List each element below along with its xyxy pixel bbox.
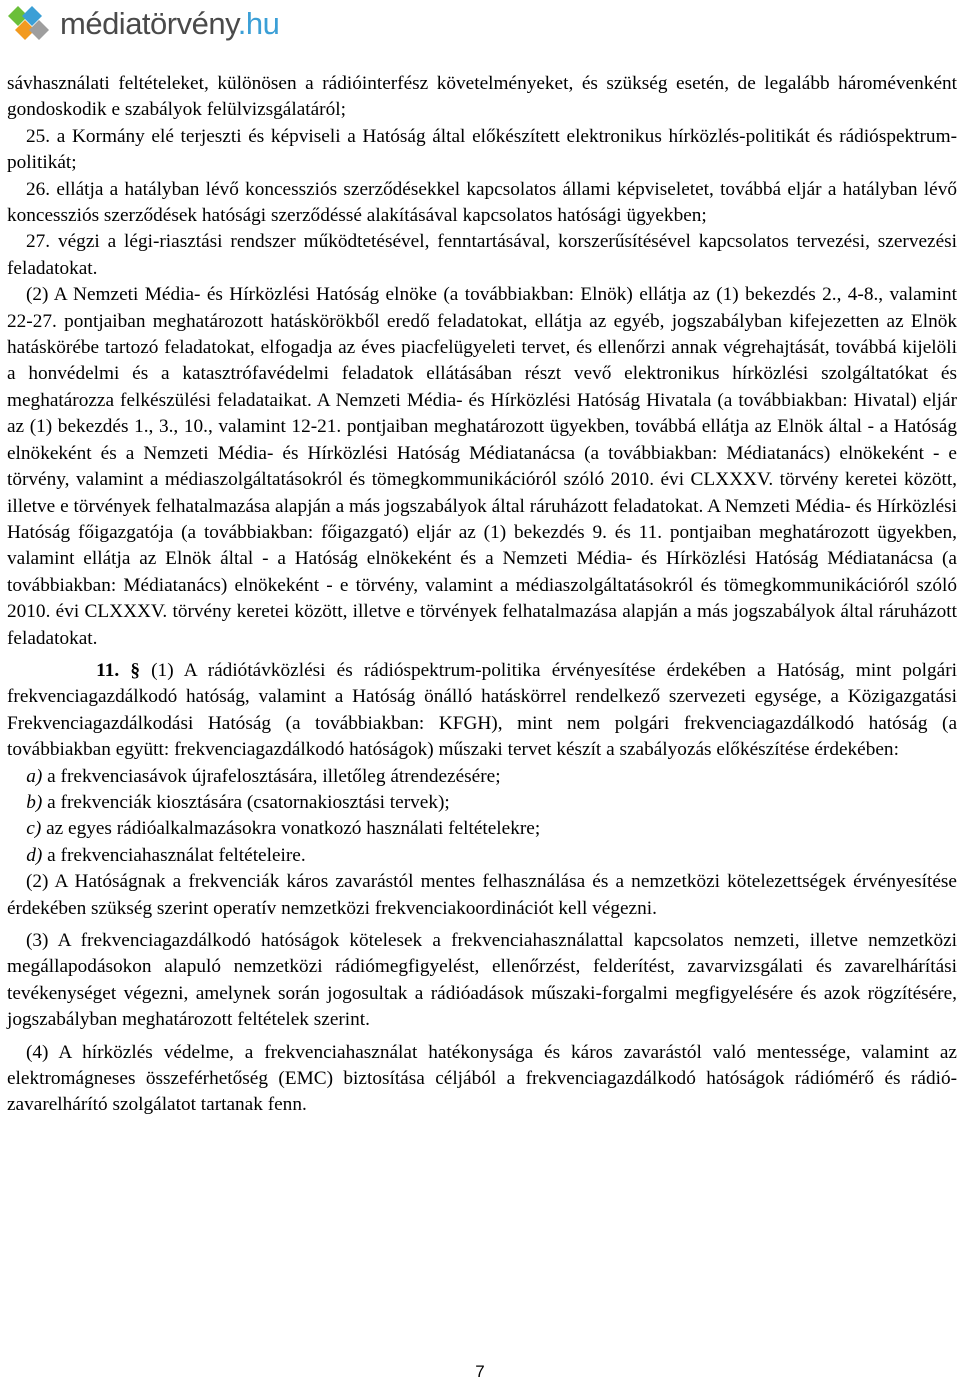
document-body (7, 71, 957, 1119)
paragraph: sávhasználati feltételeket, különösen a rádióinterfész követelményeket, és szükség esetén, de legalább háromévenként gondoskodik e szabályok felülvizsgálatáról; (7, 73, 957, 121)
list-marker: b) (26, 791, 43, 813)
paragraph: (2) A Nemzeti Média- és Hírközlési Hatóság elnöke (a továbbiakban: Elnök) ellátja az (1) bekezdés 2., 4-8., valamint 22-27. pontjaiban meghatározott hatáskörökből eredő feladatokat, ellátja az egyéb, jogszabályban kifejezetten az Elnök hatáskörébe tartozó feladatokat, elfogadja az éves piacfelügyeleti tervet, és ellenőrzi annak végrehajtását, továbbá kijelöli a honvédelmi és a katasztrófavédelmi feladatok ellátásában részt vevő elektronikus hírközlési szolgáltatókat és meghatározza felkészülési feladataikat. A Nemzeti Média- és Hírközlési Hatóság Hivatala (a továbbiakban: Hivatal) eljár az (1) bekezdés 1., 3., 10., valamint 12-21. pontjaiban meghatározott ügyekben, továbbá ellátja az Elnök által - a Hatóság elnökeként és a Nemzeti Média- és Hírközlési Hatóság Médiatanácsa (a továbbiakban: Médiatanács) elnökeként - e törvény, valamint a médiaszolgáltatásokról és tömegkommunikációról szóló 2010. évi CLXXXV. törvény keretei között, illetve e törvények felhatalmazása alapján a más jogszabályok által ráruházott feladatokat. A Nemzeti Média- és Hírközlési Hatóság főigazgatója (a továbbiakban: főigazgató) eljár az (1) bekezdés 9. és 11. pontjaiban meghatározott ügyekben, valamint ellátja az Elnök által - a Hatóság elnökeként és a Nemzeti Média- és Hírközlési Hatóság Médiatanácsa (a továbbiakban: Médiatanács) elnökeként - e törvény, valamint a médiaszolgáltatásokról és tömegkommunikációról szóló 2010. évi CLXXXV. törvény keretei között, illetve e törvények felhatalmazása alapján a más jogszabályok által ráruházott feladatokat. (7, 284, 957, 649)
logo-tld: .hu (237, 6, 280, 41)
paragraph: 25. a Kormány elé terjeszti és képviseli a Hatóság által előkészített elektronikus hírközlés-politikát és rádióspektrum-politikát; (7, 125, 957, 174)
list-item (7, 790, 957, 816)
paragraph: 27. végzi a légi-riasztási rendszer működtetésével, fenntartásával, korszerűsítésével kapcsolatos tervezési, szervezési feladatokat. (7, 231, 957, 279)
list-item (7, 843, 957, 869)
list-marker: c) (26, 818, 42, 840)
section-paragraph (7, 658, 957, 764)
section-number: 11. § (96, 659, 140, 681)
paragraph: (2) A Hatóságnak a frekvenciák káros zavarástól mentes felhasználása és a nemzetközi kötelezettségek érvényesítése érdekében szükség szerint operatív nemzetközi frekvenciakoordinációt kell végezni. (7, 871, 957, 919)
paragraph-text: (1) A rádiótávközlési és rádióspektrum-politika érvényesítése érdekében a Hatóság, mint polgári frekvenciagazdálkodó hatóság, valamint a Hatóság önálló hatáskörrel rendelkező szervezeti egysége, a Közigazgatási Frekvenciagazdálkodási Hatóság (a továbbiakban: KFGH), mint nem polgári frekvenciagazdálkodó hatóság (a továbbiakban együtt: frekvenciagazdálkodó hatóságok) műszaki tervet készít a szabályozás előkészítése érdekében: (7, 659, 958, 761)
list-marker: a) (26, 765, 43, 787)
page-number: 7 (475, 1362, 485, 1381)
list-item (7, 764, 957, 790)
list-item-text: a frekvenciasávok újrafelosztására, illetőleg átrendezésére; (47, 765, 501, 787)
list-item-text: a frekvenciahasználat feltételeire. (47, 844, 306, 866)
site-logo[interactable] (60, 6, 279, 42)
list-marker: d) (26, 844, 43, 866)
paragraph: (4) A hírközlés védelme, a frekvenciahasználat hatékonysága és káros zavarástól való mentessége, valamint az elektromágneses összeférhetőség (EMC) biztosítása céljából a frekvenciagazdálkodó hatóságok rádiómérő és rádió-zavarelhárító szolgálatot tartanak fenn. (7, 1041, 957, 1116)
list-item-text: az egyes rádióalkalmazásokra vonatkozó használati feltételekre; (46, 818, 541, 840)
logo-diamond-icon (4, 2, 56, 46)
list-item (7, 816, 957, 842)
logo-brand: médiatörvény (60, 6, 238, 41)
list-item-text: a frekvenciák kiosztására (csatornakiosztási tervek); (47, 791, 450, 813)
paragraph: (3) A frekvenciagazdálkodó hatóságok kötelesek a frekvenciahasználattal kapcsolatos nemzeti, illetve nemzetközi megállapodásokon alapuló nemzetközi rádiómegfigyelést, ellenőrzést, felderítést, zavarvizsgálati és zavarelhárítási tevékenységet végezni, amelynek során jogosultak a rádióadások műszaki-forgalmi megfigyelésére és azok rögzítésére, jogszabályban meghatározott feltételek szerint. (7, 930, 957, 1031)
site-header (4, 2, 279, 46)
paragraph: 26. ellátja a hatályban lévő koncessziós szerződésekkel kapcsolatos állami képviseletet, továbbá eljár a hatályban lévő koncessziós szerződések hatósági szerződéssé alakításával kapcsolatos hatósági ügyekben; (7, 178, 957, 227)
